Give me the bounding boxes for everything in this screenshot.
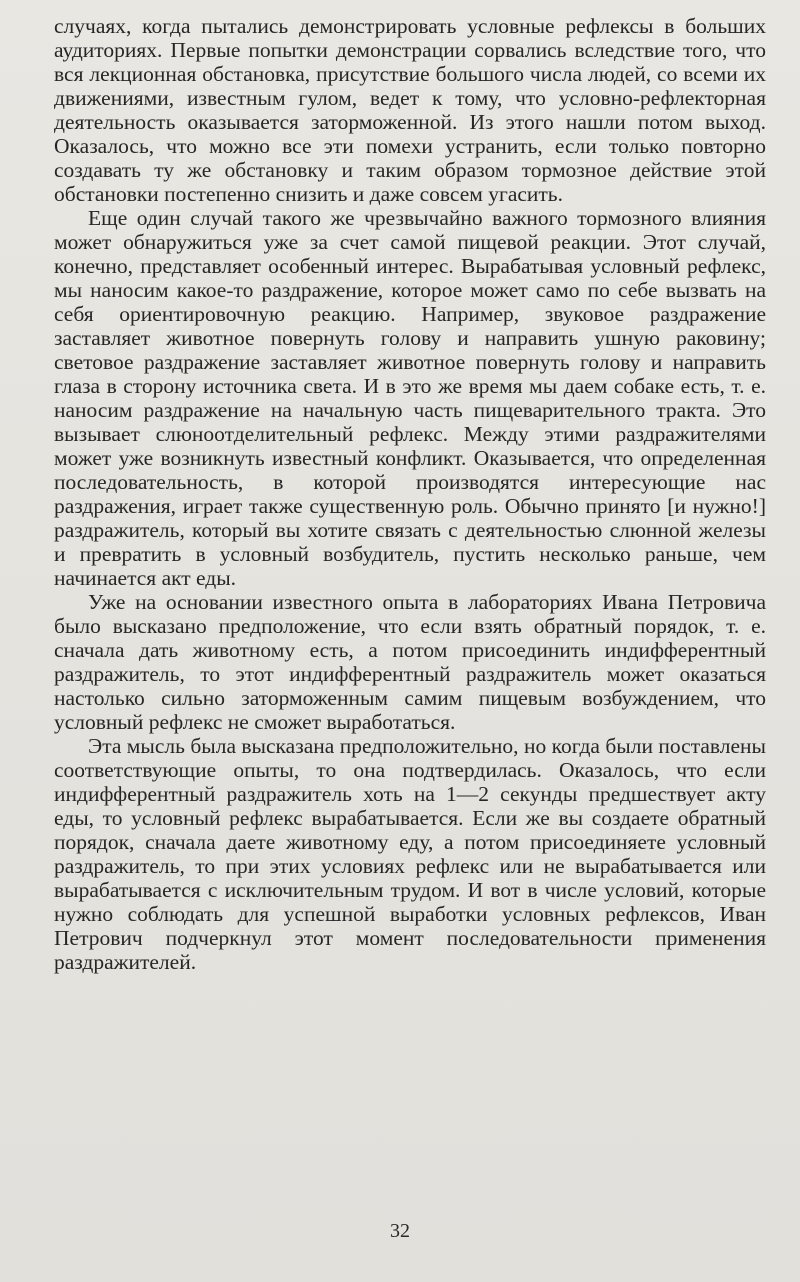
paragraph-4: Эта мысль была высказана предположительно, но когда были поставлены соответствующие опыты, то она подтвердилась. Оказалось, что если индифферентный раздражитель хоть на 1—2 секунды предшествует акту еды, то условный рефлекс вырабатывается. Если же вы создаете обратный порядок, сначала даете животному еду, а потом присоединяете условный раздражитель, то при этих условиях рефлекс или не вырабатывается или вырабатывается с исключительным трудом. И вот в числе условий, которые нужно соблюдать для успешной выработки условных рефлексов, Иван Петрович подчеркнул этот момент последовательности применения раздражителей. bbox=[54, 734, 766, 974]
body-text bbox=[54, 14, 766, 974]
paragraph-1: случаях, когда пытались демонстрировать условные рефлексы в больших аудиториях. Первые попытки демонстрации сорвались вследствие того, что вся лекционная обстановка, присутствие большого числа людей, со всеми их движениями, известным гулом, ведет к тому, что условно-рефлекторная деятельность оказывается заторможенной. Из этого нашли потом выход. Оказалось, что можно все эти помехи устранить, если только повторно создавать ту же обстановку и таким образом тормозное действие этой обстановки постепенно снизить и даже совсем угасить. bbox=[54, 14, 766, 206]
paragraph-3: Уже на основании известного опыта в лабораториях Ивана Петровича было высказано предположение, что если взять обратный порядок, т. е. сначала дать животному есть, а потом присоединить индифферентный раздражитель, то этот индифферентный раздражитель может оказаться настолько сильно заторможенным самим пищевым возбуждением, что условный рефлекс не сможет выработаться. bbox=[54, 590, 766, 734]
paragraph-2: Еще один случай такого же чрезвычайно важного тормозного влияния может обнаружиться уже за счет самой пищевой реакции. Этот случай, конечно, представляет особенный интерес. Вырабатывая условный рефлекс, мы наносим какое-то раздражение, которое может само по себе вызвать на себя ориентировочную реакцию. Например, звуковое раздражение заставляет животное повернуть голову и направить ушную раковину; световое раздражение заставляет животное повернуть голову и направить глаза в сторону источника света. И в это же время мы даем собаке есть, т. е. наносим раздражение на начальную часть пищеварительного тракта. Это вызывает слюноотделительный рефлекс. Между этими раздражителями может уже возникнуть известный конфликт. Оказывается, что определенная последовательность, в которой производятся интересующие нас раздражения, играет также существенную роль. Обычно принято [и нужно!] раздражитель, который вы хотите связать с деятельностью слюнной железы и превратить в условный возбудитель, пустить несколько раньше, чем начинается акт еды. bbox=[54, 206, 766, 590]
page-number: 32 bbox=[390, 1220, 410, 1242]
